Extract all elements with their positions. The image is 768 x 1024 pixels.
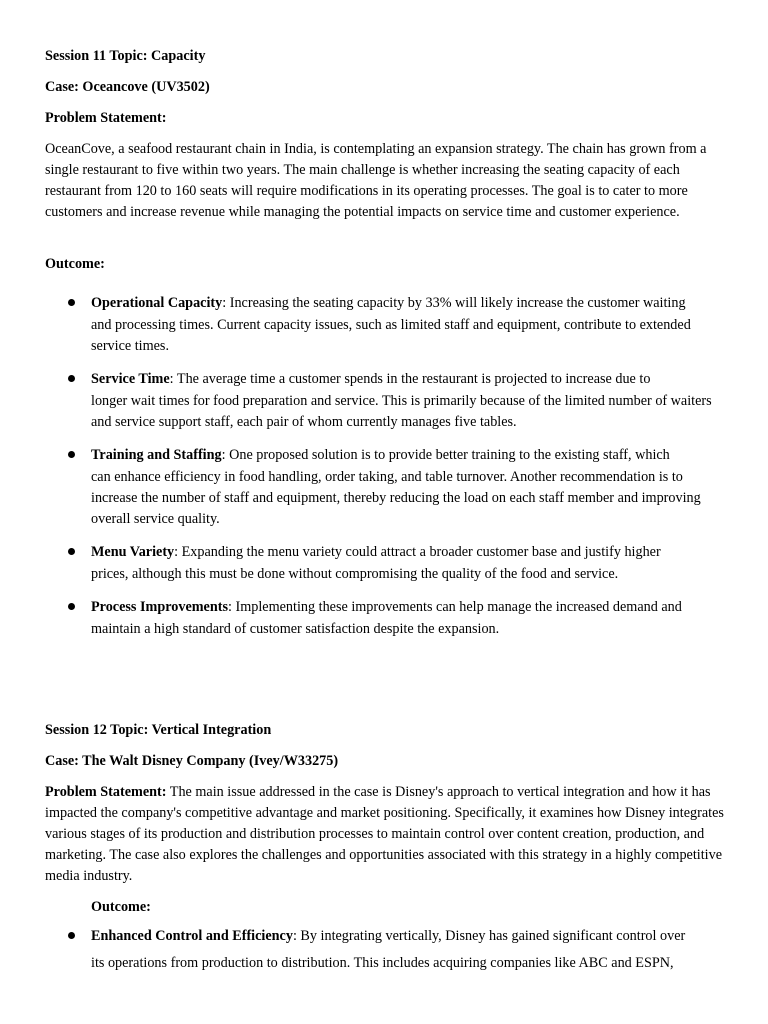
bullet-icon [68,932,75,939]
session11-problem-text: OceanCove, a seafood restaurant chain in India, is contemplating an expansion strategy. The chain has grown from a single restaurant to five within two years. The main challenge is whether increasing the seating capacity of each restaurant from 120 to 160 seats will require modifications in its operating processes. The goal is to cater to more customers and increase revenue while managing the potential impacts on service time and customer experience. [45,141,707,220]
bullet-text-continued: longer wait times for food preparation and service. This is primarily because of the limited number of waiters and service support staff, each pair of whom currently manages five tables. [91,393,712,430]
session11-topic: Session 11 Topic: Capacity [45,48,206,64]
session11-case: Case: Oceancove (UV3502) [45,79,210,95]
bullet-icon [68,548,75,555]
bullet-title: Training and Staffing [91,447,222,463]
bullet-title: Operational Capacity [91,295,223,311]
bullet-icon [68,375,75,382]
session12-problem-text: The main issue addressed in the case is Disney's approach to vertical integration and how it has impacted the company's competitive advantage and market positioning. Specifically, it examines how Disney integrates various stages of its production and distribution processes to maintain control over content creation, production, and marketing. The case also explores the challenges and opportunities associated with this strategy in a highly competitive media industry. [45,784,724,884]
bullet-text-continued: and processing times. Current capacity issues, such as limited staff and equipment, contribute to extended service times. [91,317,691,354]
session12-problem-heading: Problem Statement: [45,784,167,800]
bullet-text: : By integrating vertically, Disney has gained significant control over [292,928,686,944]
session12-topic: Session 12 Topic: Vertical Integration [45,722,272,738]
bullet-text-continued: maintain a high standard of customer satisfaction despite the expansion. [91,621,500,637]
bullet-text: : Increasing the seating capacity by 33% will likely increase the customer waiting [222,295,686,311]
bullet-icon [68,451,75,458]
bullet-text: : One proposed solution is to provide better training to the existing staff, which [221,447,670,463]
bullet-title: Process Improvements [91,599,228,615]
session11-problem-heading: Problem Statement: [45,110,167,126]
bullet-icon [68,299,75,306]
session12-case: Case: The Walt Disney Company (Ivey/W33275) [45,753,339,769]
bullet-text-continued: can enhance efficiency in food handling, order taking, and table turnover. Another recommendation is to increase the number of staff and equipment, thereby reducing the load on each staff member and improving overall service quality. [91,469,701,527]
bullet-text: : The average time a customer spends in the restaurant is projected to increase due to [169,371,651,387]
bullet-title: Enhanced Control and Efficiency [91,928,293,944]
bullet-text-continued: its operations from production to distribution. This includes acquiring companies like ABC and ESPN, [91,955,674,971]
bullet-text-continued: prices, although this must be done without compromising the quality of the food and service. [91,566,619,582]
session12-outcome-heading: Outcome: [91,899,151,915]
bullet-title: Service Time [91,371,170,387]
bullet-text: : Expanding the menu variety could attract a broader customer base and justify higher [174,544,661,560]
bullet-text: : Implementing these improvements can help manage the increased demand and [228,599,682,615]
session11-outcome-heading: Outcome: [45,256,105,272]
session12-problem-statement [45,782,725,887]
bullet-title: Menu Variety [91,544,175,560]
bullet-icon [68,603,75,610]
